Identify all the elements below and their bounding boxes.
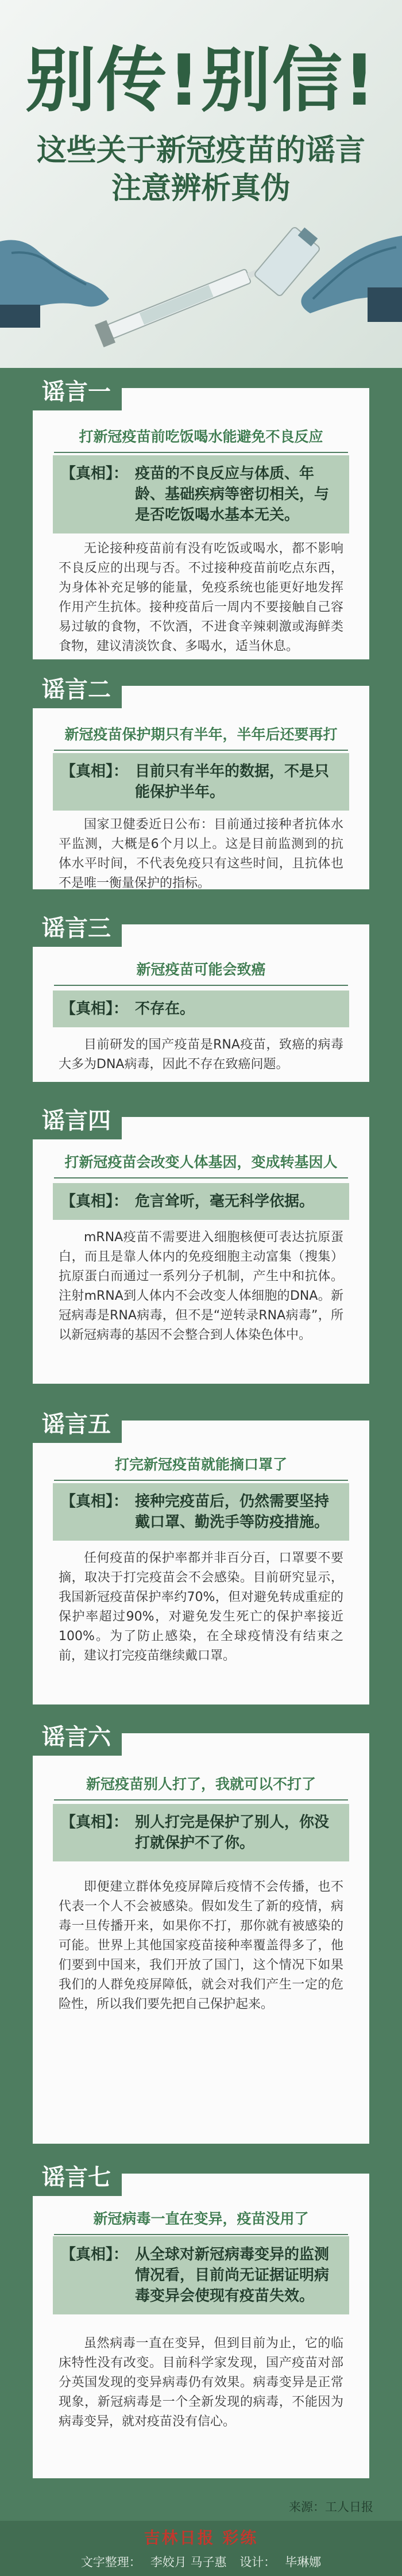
rumor-tag: 谣言六 (31, 1719, 122, 1756)
truth-label: 【真相】： (61, 465, 129, 482)
truth-label: 【真相】： (61, 1814, 129, 1831)
rumor-claim: 新冠疫苗别人打了，我就可以不打了 (54, 1773, 348, 1800)
rumor-body: 无论接种疫苗前有没有吃饭或喝水，都不影响不良反应的出现与否。不过接种疫苗前吃点东西，为身体补充足够的能量，免疫系统也能更好地发挥作用产生抗体。接种疫苗后一周内不要接触自己容易过敏的食物，不饮酒，不进食辛辣刺激或海鲜类食物，建议清淡饮食、多喝水，适当休息。 (59, 542, 343, 654)
rumor-body: 任何疫苗的保护率都并非百分百，口罩要不要摘，取决于打完疫苗会不会感染。目前研究显示，我国新冠疫苗保护率约70%，但对避免转成重症的保护率超过90%，对避免发生死亡的保护率接近100%。为了防止感染，在全球疫情没有结束之前，建议打完疫苗继续戴口罩。 (59, 1551, 343, 1663)
page-title: 别传!别信! (25, 40, 377, 121)
rumor-body: 目前研发的国产疫苗是RNA疫苗，致癌的病毒大多为DNA病毒，因此不存在致癌问题。 (59, 1038, 343, 1072)
page-subtitle-line2: 注意辨析真伪 (111, 171, 291, 206)
truth-label: 【真相】： (61, 2246, 129, 2263)
truth-text: 从全球对新冠病毒变异的监测情况看，目前尚无证据证明病毒变异会使现有疫苗失效。 (135, 2246, 330, 2305)
truth-text: 接种完疫苗后，仍然需要坚持戴口罩、勤洗手等防疫措施。 (135, 1493, 330, 1531)
page-subtitle-line1: 这些关于新冠疫苗的谣言 (36, 133, 365, 168)
truth-label: 【真相】： (61, 763, 129, 780)
truth-label: 【真相】： (61, 1000, 129, 1018)
rumor-claim: 新冠疫苗可能会致癌 (54, 958, 348, 986)
newspaper-logo: 吉林日报 彩练 (144, 2528, 258, 2547)
truth-box (53, 1183, 349, 1220)
truth-box (53, 991, 349, 1027)
rumor-claim: 新冠疫苗保护期只有半年，半年后还要再打 (54, 723, 348, 751)
footer (0, 2521, 402, 2576)
rumor-card-7 (31, 2164, 371, 2480)
credit-design-name: 毕琳娜 (285, 2555, 322, 2569)
truth-box (53, 753, 349, 811)
truth-box (53, 1483, 349, 1541)
credit-design-label: 设计： (239, 2555, 276, 2569)
rumor-card-3 (31, 915, 371, 1084)
truth-box (53, 455, 349, 533)
truth-text: 别人打完是保护了别人，你没打就保护不了你。 (135, 1814, 330, 1852)
rumor-card-6 (31, 1724, 371, 2145)
rumor-tag: 谣言四 (31, 1103, 122, 1139)
rumor-claim: 打新冠疫苗会改变人体基因，变成转基因人 (54, 1151, 348, 1178)
rumor-tag: 谣言二 (31, 671, 122, 708)
rumor-body: 虽然病毒一直在变异，但到目前为止，它的临床特性没有改变。目前科学家发现，国产疫苗对部分英国发现的变异病毒仍有效果。病毒变异是正常现象，新冠病毒是一个全新发现的病毒，不能因为病毒变异，就对疫苗没有信心。 (59, 2336, 343, 2429)
source-credit: 来源：工人日报 (289, 2500, 373, 2514)
rumor-claim: 打完新冠疫苗就能摘口罩了 (54, 1453, 348, 1481)
truth-text: 目前只有半年的数据，不是只能保护半年。 (135, 763, 330, 801)
rumor-tag: 谣言一 (31, 374, 122, 410)
footer-credits (0, 2553, 402, 2570)
credit-text-names: 李姣月 马子惠 (150, 2555, 227, 2569)
rumor-body: mRNA疫苗不需要进入细胞核便可表达抗原蛋白，而且是靠人体内的免疫细胞主动富集（搜集）抗原蛋白而通过一系列分子机制，产生中和抗体。注射mRNA到人体内不会改变人体细胞的DNA。新冠病毒是RNA病毒，但不是“逆转录RNA病毒”，所以新冠病毒的基因不会整合到人体染色体中。 (59, 1230, 343, 1342)
header-banner (0, 0, 402, 368)
rumor-body: 国家卫健委近日公布：目前通过接种者抗体水平监测，大概是6个月以上。这是目前监测到的抗体水平时间，不代表免疫只有这些时间，且抗体也不是唯一衡量保护的指标。 (59, 817, 343, 890)
rumor-card-2 (31, 677, 371, 891)
credit-text-label: 文字整理： (80, 2555, 141, 2569)
vaccine-illustration (0, 218, 402, 368)
rumor-body: 即便建立群体免疫屏障后疫情不会传播，也不代表一个人不会被感染。假如发生了新的疫情，病毒一旦传播开来，如果你不打，那你就有被感染的可能。世界上其他国家疫苗接种率覆盖得多了，他们要到中国来，我们开放了国门，这个情况下如果我们的人群免疫屏障低，就会对我们产生一定的危险性，所以我们要先把自己保护起来。 (59, 1880, 343, 2011)
truth-label: 【真相】： (61, 1493, 129, 1510)
rumor-card-4 (31, 1108, 371, 1385)
truth-box (53, 2236, 349, 2314)
rumor-claim: 新冠病毒一直在变异，疫苗没用了 (54, 2208, 348, 2235)
truth-text: 疫苗的不良反应与体质、年龄、基础疾病等密切相关，与是否吃饭喝水基本无关。 (135, 465, 330, 524)
rumor-tag: 谣言七 (31, 2159, 122, 2196)
rumor-tag: 谣言三 (31, 910, 122, 947)
truth-text: 危言耸听，毫无科学依据。 (135, 1193, 315, 1210)
rumor-claim: 打新冠疫苗前吃饭喝水能避免不良反应 (54, 425, 348, 453)
truth-label: 【真相】： (61, 1193, 129, 1210)
truth-box (53, 1804, 349, 1861)
rumor-card-5 (31, 1411, 371, 1706)
truth-text: 不存在。 (135, 1000, 195, 1018)
rumor-tag: 谣言五 (31, 1406, 122, 1443)
rumor-card-1 (31, 379, 371, 661)
